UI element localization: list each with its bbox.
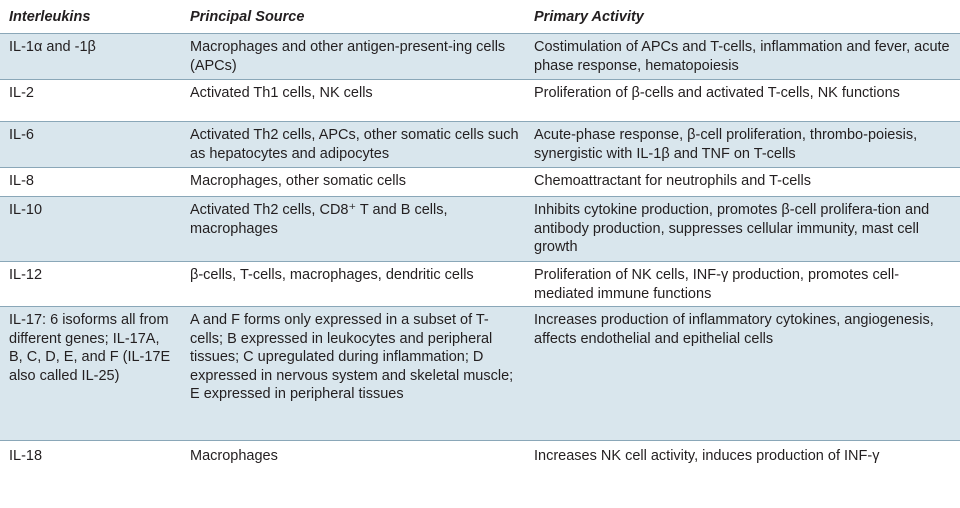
table-row <box>0 262 960 307</box>
cell-activity: Increases NK cell activity, induces production of INF-γ <box>525 441 960 474</box>
cell-interleukin: IL-18 <box>0 441 181 474</box>
cell-activity: Costimulation of APCs and T-cells, inflammation and fever, acute phase response, hematopoiesis <box>525 34 960 80</box>
cell-activity: Proliferation of β-cells and activated T-cells, NK functions <box>525 80 960 122</box>
cell-interleukin: IL-2 <box>0 80 181 122</box>
cell-source: Activated Th2 cells, APCs, other somatic cells such as hepatocytes and adipocytes <box>181 122 525 168</box>
table-header-row <box>0 0 960 34</box>
cell-activity: Proliferation of NK cells, INF-γ production, promotes cell-mediated immune functions <box>525 262 960 307</box>
cell-activity: Inhibits cytokine production, promotes β-cell prolifera-tion and antibody production, suppresses cellular immunity, mast cell growth <box>525 197 960 262</box>
cell-interleukin: IL-10 <box>0 197 181 262</box>
table-row <box>0 441 960 474</box>
table-row <box>0 197 960 262</box>
table-row <box>0 80 960 122</box>
header-primary-activity: Primary Activity <box>534 8 644 25</box>
cell-interleukin: IL-17: 6 isoforms all from different genes; IL-17A, B, C, D, E, and F (IL-17E also called IL-25) <box>0 307 181 441</box>
cell-activity: Chemoattractant for neutrophils and T-cells <box>525 168 960 197</box>
cell-activity: Acute-phase response, β-cell proliferation, thrombo-poiesis, synergistic with IL-1β and TNF on T-cells <box>525 122 960 168</box>
header-principal-source: Principal Source <box>190 8 305 25</box>
cell-source: Activated Th1 cells, NK cells <box>181 80 525 122</box>
cell-interleukin: IL-8 <box>0 168 181 197</box>
table-row <box>0 34 960 80</box>
cell-source: Activated Th2 cells, CD8⁺ T and B cells, macrophages <box>181 197 525 262</box>
cell-source: A and F forms only expressed in a subset of T-cells; B expressed in leukocytes and peripheral tissues; C upregulated during inflammation; D expressed in nervous system and skeletal muscle; E expressed in peripheral tissues <box>181 307 525 441</box>
cell-source: Macrophages <box>181 441 525 474</box>
cell-source: Macrophages, other somatic cells <box>181 168 525 197</box>
table-row <box>0 122 960 168</box>
cell-source: Macrophages and other antigen-present-ing cells (APCs) <box>181 34 525 80</box>
header-interleukins: Interleukins <box>9 8 91 25</box>
table-row <box>0 307 960 441</box>
cell-source: β-cells, T-cells, macrophages, dendritic cells <box>181 262 525 307</box>
cell-activity: Increases production of inflammatory cytokines, angiogenesis, affects endothelial and epithelial cells <box>525 307 960 441</box>
cell-interleukin: IL-1α and -1β <box>0 34 181 80</box>
cell-interleukin: IL-12 <box>0 262 181 307</box>
cell-interleukin: IL-6 <box>0 122 181 168</box>
table-row <box>0 168 960 197</box>
